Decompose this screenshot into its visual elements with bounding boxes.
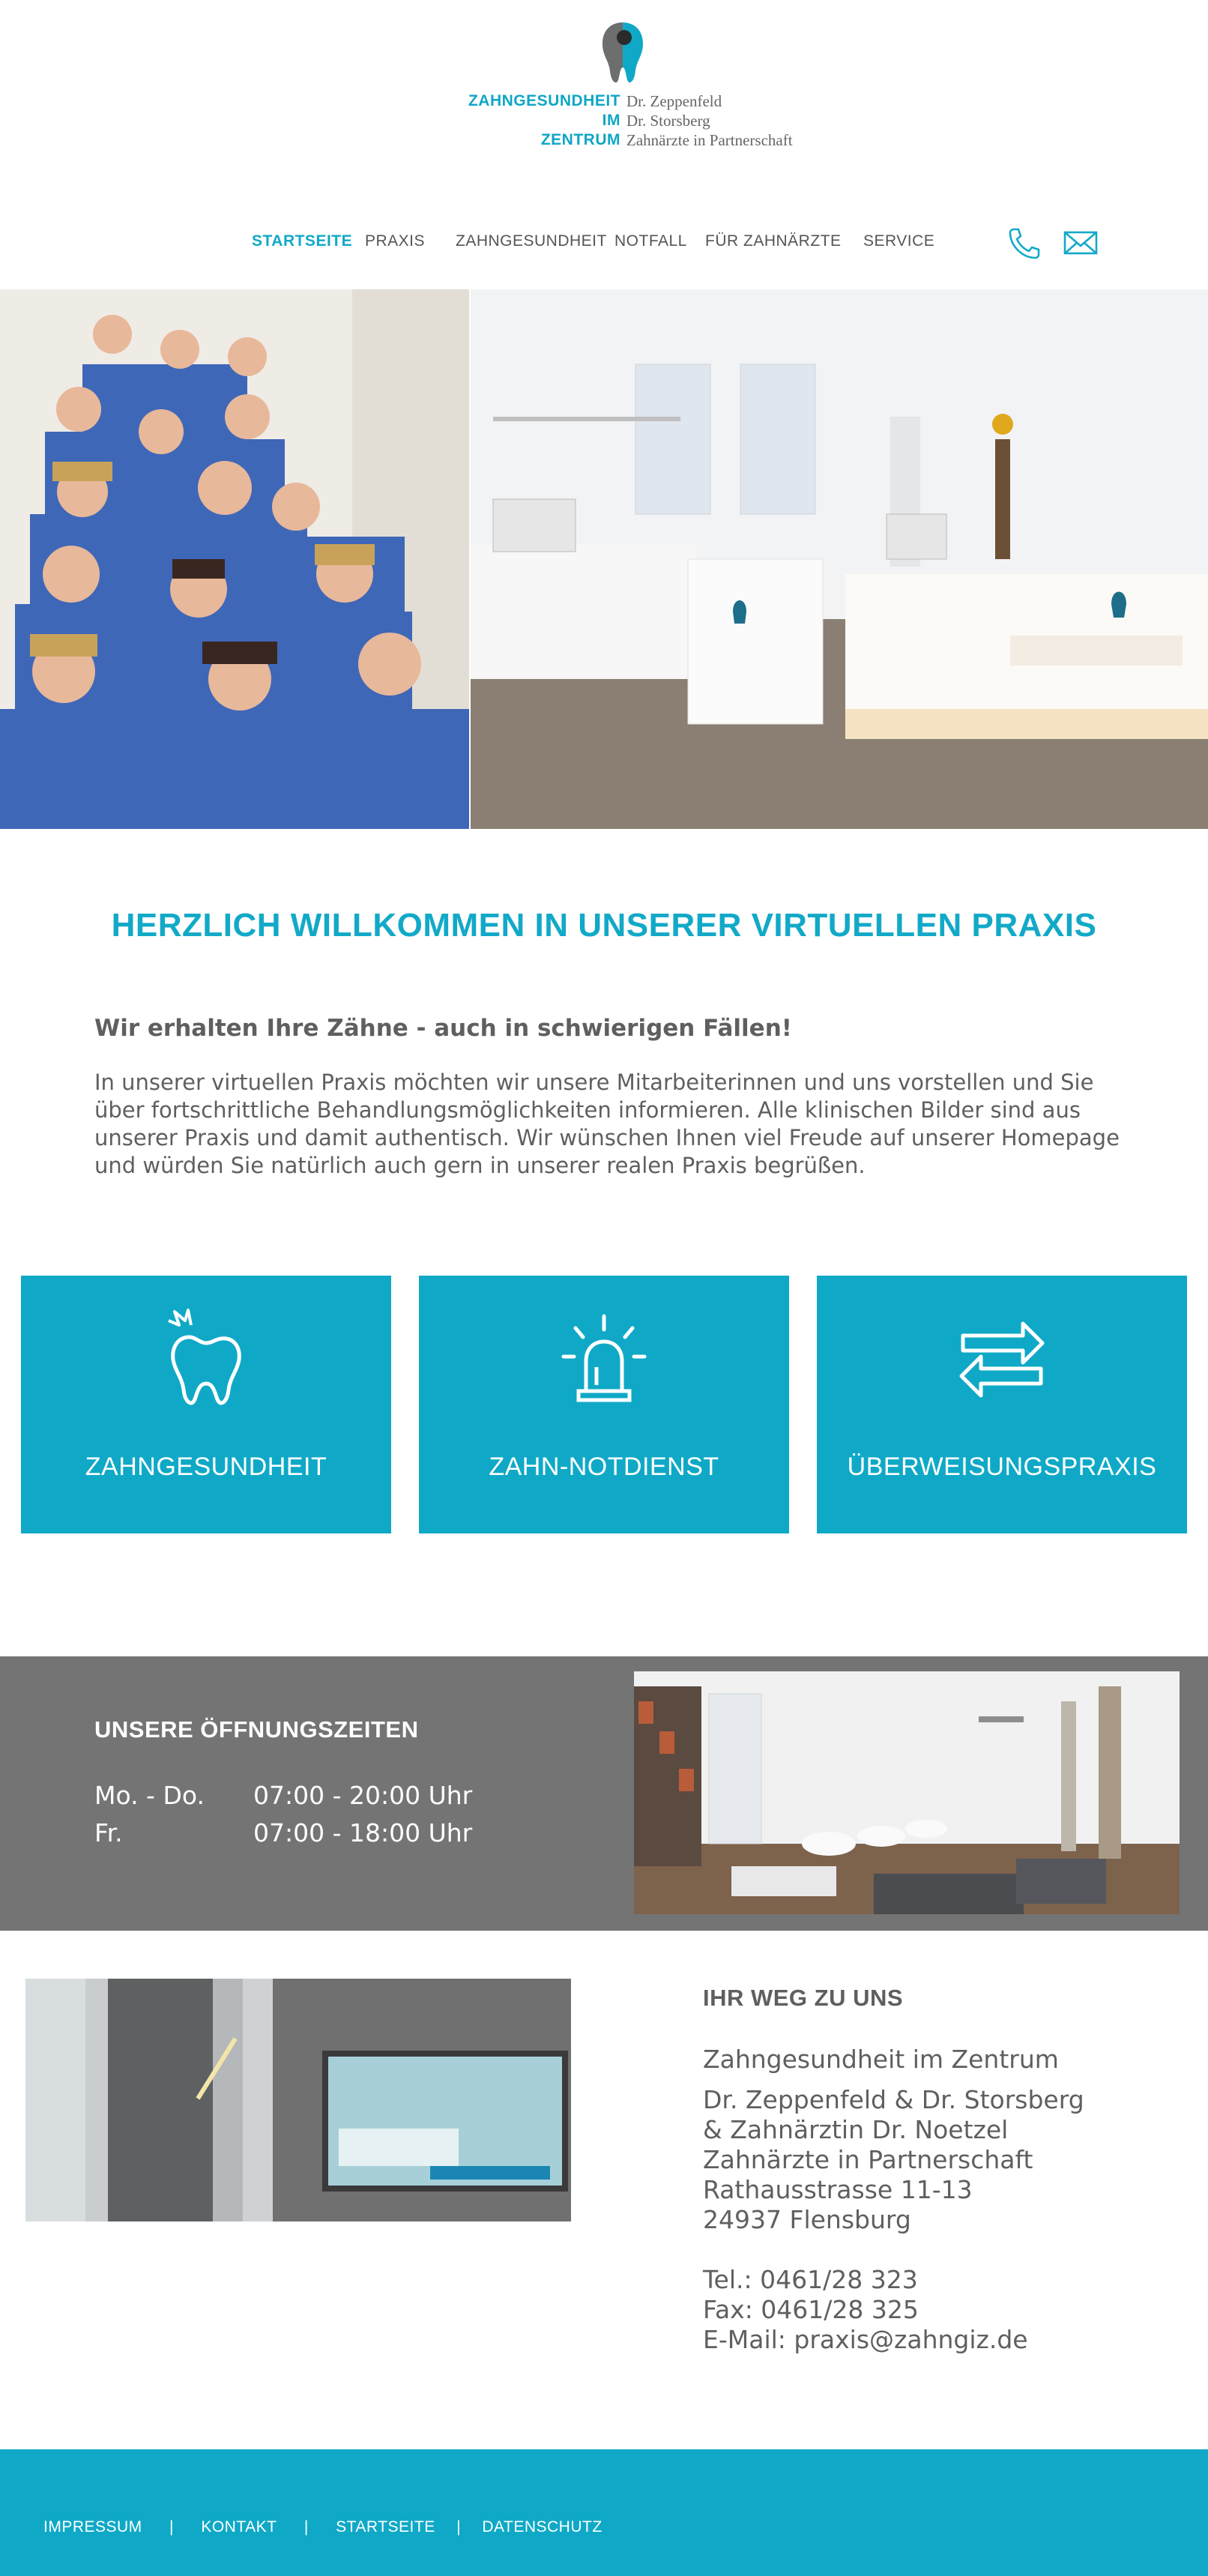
hours-day: Fr. [94,1818,123,1847]
logo-doctor-line: Dr. Storsberg [626,112,710,130]
directions-section [703,1985,1183,2355]
welcome-lead: Wir erhalten Ihre Zähne - auch in schwierigen Fällen! [94,1015,792,1042]
tile-label: ÜBERWEISUNGSPRAXIS [847,1453,1157,1481]
email-link[interactable]: E-Mail: praxis@zahngiz.de [703,2325,1028,2354]
footer-separator: | [456,2518,462,2536]
address-line: Zahnärzte in Partnerschaft [703,2145,1033,2174]
logo-line: ZENTRUM [540,131,620,148]
address-line: 24937 Flensburg [703,2205,911,2234]
nav-item-startseite[interactable]: STARTSEITE [252,232,353,250]
tile-zahn-notdienst[interactable] [419,1276,789,1533]
hero-image [0,289,1208,829]
entrance-illustration [25,1979,571,2221]
tooth-icon [161,1309,251,1406]
nav-item-praxis[interactable]: PRAXIS [365,232,426,250]
tile-zahngesundheit[interactable] [21,1276,391,1533]
mail-icon[interactable] [1063,226,1099,259]
logo-wordmark [468,91,620,150]
logo-line: ZAHNGESUNDHEIT [468,92,620,109]
site-logo[interactable] [0,0,1208,172]
logo-doctor-line: Zahnärzte in Partnerschaft [626,131,793,149]
siren-icon [559,1309,649,1406]
site-footer [0,2449,1208,2576]
arrows-exchange-icon [957,1309,1047,1406]
directions-title: IHR WEG ZU UNS [703,1985,904,2011]
tile-label: ZAHNGESUNDHEIT [85,1453,327,1481]
spacer [703,2235,1183,2265]
footer-separator: | [169,2518,174,2536]
hours-time: 07:00 - 20:00 Uhr [253,1781,473,1810]
footer-link-datenschutz[interactable]: DATENSCHUTZ [482,2518,603,2536]
logo-doctors [626,91,793,150]
tile-ueberweisungspraxis[interactable] [817,1276,1187,1533]
fax-line: Fax: 0461/28 325 [703,2295,919,2324]
footer-link-startseite[interactable]: STARTSEITE [336,2518,435,2536]
logo-line: IM [602,112,620,129]
waiting-room-illustration [634,1671,1180,1914]
nav-item-zahngesundheit[interactable]: ZAHNGESUNDHEIT [456,232,607,250]
reception-photo [471,289,1208,829]
nav-item-fuer-zahnaerzte[interactable]: FÜR ZAHNÄRZTE [705,232,842,250]
hours-time: 07:00 - 18:00 Uhr [253,1818,473,1847]
reception-illustration [471,289,1208,829]
address-line: Dr. Zeppenfeld & Dr. Storsberg [703,2085,1084,2114]
opening-hours-section [0,1656,1208,1931]
footer-link-kontakt[interactable]: KONTAKT [201,2518,277,2536]
footer-separator: | [303,2518,309,2536]
entrance-photo [25,1979,571,2221]
footer-links [43,2518,603,2536]
team-photo [0,289,469,829]
nav-item-notfall[interactable]: NOTFALL [614,232,687,250]
tile-label: ZAHN-NOTDIENST [489,1453,719,1481]
address-line: & Zahnärztin Dr. Noetzel [703,2115,1009,2144]
address-line: Rathausstrasse 11-13 [703,2175,973,2204]
logo-doctor-line: Dr. Zeppenfeld [626,92,722,110]
footer-link-impressum[interactable]: IMPRESSUM [43,2518,142,2536]
main-nav [0,225,1208,262]
practice-name: Zahngesundheit im Zentrum [703,2045,1059,2074]
welcome-intro: In unserer virtuellen Praxis möchten wir unsere Mitarbeiterinnen und uns vorstellen und Sie über fortschrittliche Behandlungsmöglichkeiten informieren. Alle klinischen Bilder sind aus unserer Praxis und damit authentisch. Wir wünschen Ihnen viel Freude auf unserer Homepage und würden Sie natürlich auch gern in unserer realen Praxis begrüßen. [94,1070,1120,1178]
welcome-title: HERZLICH WILLKOMMEN IN UNSERER VIRTUELLEN PRAXIS [111,907,1097,944]
phone-icon[interactable] [1006,226,1042,259]
opening-hours-title: UNSERE ÖFFNUNGSZEITEN [94,1716,419,1743]
waiting-room-photo [634,1671,1180,1914]
hours-day: Mo. - Do. [94,1781,205,1810]
team-photo-illustration [0,289,469,829]
nav-item-service[interactable]: SERVICE [863,232,935,250]
phone-line[interactable]: Tel.: 0461/28 323 [703,2265,918,2294]
tooth-logo-icon [600,21,646,84]
